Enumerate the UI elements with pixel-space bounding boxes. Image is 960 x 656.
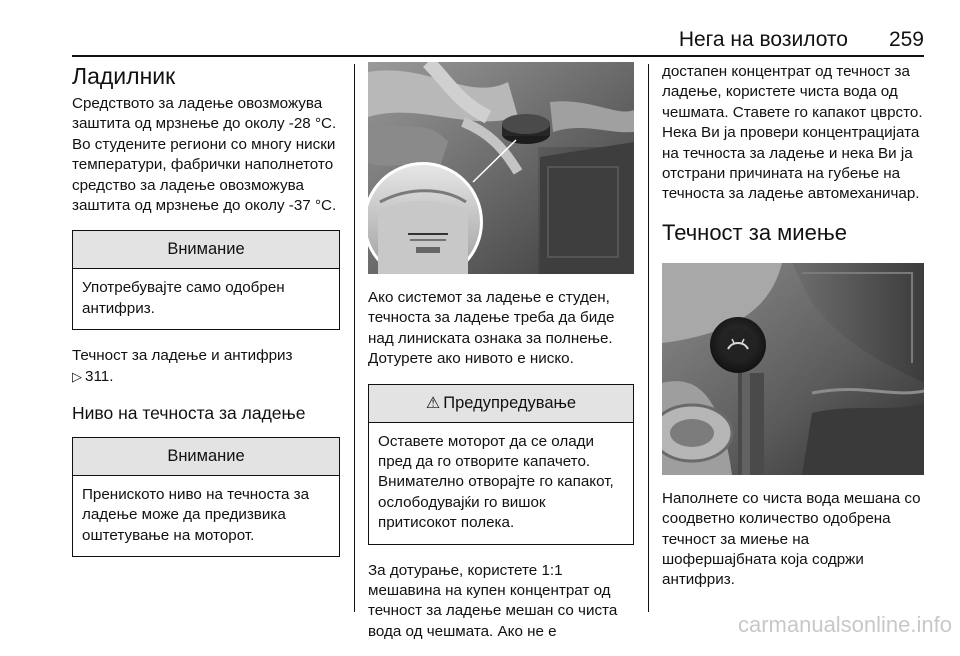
column-divider <box>354 64 355 612</box>
coolant-reference <box>72 346 340 387</box>
running-title: Нега на возилото <box>678 28 848 51</box>
radiator-intro-text: Средството за ладење овозможува заштита од мрзнење до околу -28 °C. Во студените региони со многу ниски температури, фабрички наполнетото средство за ладење овозможува заштита од мрзнење до околу -37 °C. <box>72 95 337 215</box>
column-left <box>72 62 340 573</box>
notice-box <box>72 437 340 557</box>
notice-title: Внимание <box>73 438 339 476</box>
header-rule <box>72 55 924 57</box>
arrow-right-icon: ▷ <box>72 368 82 384</box>
coolant-continuation-text: достапен концентрат од течност за ладење, користете чиста вода од чешмата. Ставете го капакот цврсто. Нека Ви ја провери концентрацијата на течноста за ладење и нека Ви ја отстрани причината на губење на течноста за ладење автомеханичар. <box>662 63 923 203</box>
washer-fluid-text: Наполнете со чиста вода мешана со соодветно количество одобрена течност за миење на шофершајбната која содржи антифриз. <box>662 489 921 589</box>
coolant-reference-text: Течност за ладење и антифриз <box>72 347 293 365</box>
topping-up-text: За дотурање, користете 1:1 мешавина на купен концентрат од течност за ладење мешан со чиста вода од чешмата. Ако не е <box>368 561 618 640</box>
notice-box <box>72 230 340 330</box>
section-heading-radiator: Ладилник <box>72 63 176 89</box>
notice-text: Прениското ниво на течноста за ладење може да предизвика оштетување на моторот. <box>82 486 310 544</box>
column-middle <box>368 62 634 656</box>
column-divider <box>648 64 649 612</box>
coolant-level-text: Ако системот за ладење е студен, течноста за ладење треба да биде над линиската ознака за полнење. Дотурете ако нивото е ниско. <box>368 289 615 368</box>
coolant-reference-page[interactable]: 311. <box>85 367 114 385</box>
notice-title: Внимание <box>73 231 339 269</box>
warning-title: ⚠ Предупредување <box>369 385 633 423</box>
column-right <box>662 62 926 605</box>
coolant-reservoir-photo <box>368 62 634 274</box>
washer-fluid-reservoir-photo <box>662 263 924 475</box>
subheading-coolant-level: Ниво на течноста за ладење <box>72 403 306 424</box>
section-heading-washer-fluid: Течност за миење <box>662 219 847 245</box>
notice-text: Употребувајте само одобрен антифриз. <box>82 279 285 317</box>
warning-text: Оставете моторот да се олади пред да го отворите капачето. Внимателно отворајте го капакот, ослободувајќи го вишок притисокот полека. <box>378 432 614 532</box>
page-number: 259 <box>888 28 924 51</box>
watermark: carmanualsonline.info <box>737 612 952 637</box>
warning-box <box>368 384 634 545</box>
warning-triangle-icon: ⚠ <box>425 394 441 412</box>
